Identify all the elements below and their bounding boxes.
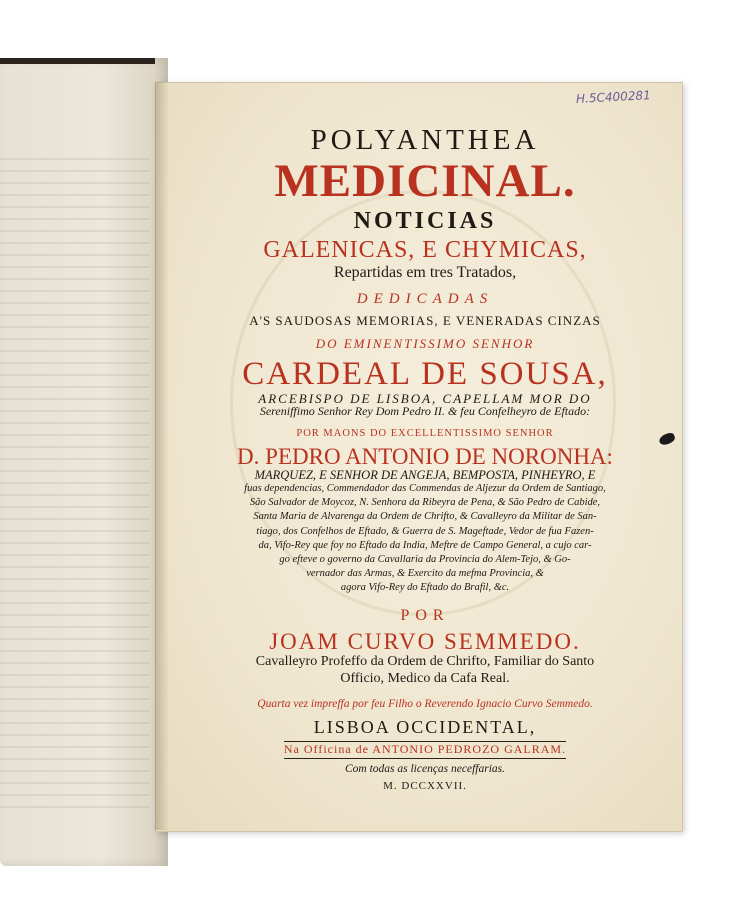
cardinal-title: ARCEBISPO DE LISBOA, CAPELLAM MOR DO	[258, 390, 592, 406]
page-gutter	[155, 82, 169, 830]
patron-title-line: vernador das Armas, & Exercito da mefma Provincia, &	[306, 568, 544, 580]
patron-title-line: go efteve o governo da Cavallaria da Provincia do Alem-Tejo, & Go-	[279, 554, 571, 565]
author-name: JOAM CURVO SEMMEDO.	[269, 629, 581, 655]
patron-name: D. PEDRO ANTONIO DE NORONHA:	[237, 443, 613, 469]
title-line-noticias: NOTICIAS	[353, 207, 497, 234]
dedication-line-eminentissimo: DO EMINENTISSIMO SENHOR	[315, 336, 535, 352]
author-title-line: Cavalleyro Profeffo da Ordem de Chrifto, Familiar do Santo	[255, 654, 595, 670]
patron-intro: POR MAONS DO EXCELLENTISSIMO SENHOR	[296, 427, 554, 439]
imprint-licence: Com todas as licenças neceffarias.	[344, 762, 506, 775]
title-line-galenicas: GALENICAS, E CHYMICAS,	[263, 236, 587, 263]
shelfmark-note: H.5C400281	[575, 88, 651, 106]
por-word: POR	[400, 606, 450, 624]
author-title-line: Officio, Medico da Cafa Real.	[340, 671, 510, 687]
cardinal-name: CARDEAL DE SOUSA,	[242, 355, 608, 392]
imprint-printer: Na Officina de ANTONIO PEDROZO GALRAM.	[284, 741, 566, 759]
edition-note: Quarta vez impreffa por feu Filho o Reverendo Ignacio Curvo Semmedo.	[257, 698, 593, 711]
title-line-polyanthea: POLYANTHEA	[310, 124, 540, 156]
imprint-date: M. DCCXXVII.	[383, 779, 467, 792]
patron-marquez: MARQUEZ, E SENHOR DE ANGEJA, BEMPOSTA, PINHEYRO, E	[254, 468, 596, 483]
patron-title-line: fuas dependencias, Commendador das Commendas de Aljezur da Ordem de Santiago,	[244, 483, 606, 495]
title-line-medicinal: MEDICINAL.	[274, 155, 576, 208]
imprint-place: LISBOA OCCIDENTAL,	[313, 717, 537, 738]
dedication-line-memorias: A'S SAUDOSAS MEMORIAS, E VENERADAS CINZAS	[249, 312, 601, 328]
book-cover-edge	[0, 58, 155, 64]
patron-title-line: da, Vifo-Rey que foy no Eftado da India, Meftre de Campo General, a cujo car-	[258, 539, 592, 551]
patron-title-line: São Salvador de Moycoz, N. Senhora da Ribeyra de Pena, & São Pedro de Cabide,	[249, 497, 601, 509]
patron-title-line: agora Vifo-Rey do Eftado do Brafil, &c.	[340, 582, 510, 594]
patron-title-line: tiago, dos Confelhos de Eftado, & Guerra de S. Mageftade, Vedor de fua Fazen-	[256, 525, 594, 537]
dedication-word: DEDICADAS	[356, 290, 494, 307]
patron-title-line: Santa Maria de Alvarenga da Ordem de Chrifto, & Cavalleyro da Militar de San-	[253, 511, 597, 523]
faded-show-through	[0, 158, 150, 808]
title-line-repartidas: Repartidas em tres Tratados,	[333, 264, 517, 282]
title-page-text	[190, 125, 660, 792]
book-left-page	[0, 58, 168, 866]
cardinal-office: Sereniffimo Senhor Rey Dom Pedro II. & feu Confelheyro de Eftado:	[259, 404, 591, 419]
